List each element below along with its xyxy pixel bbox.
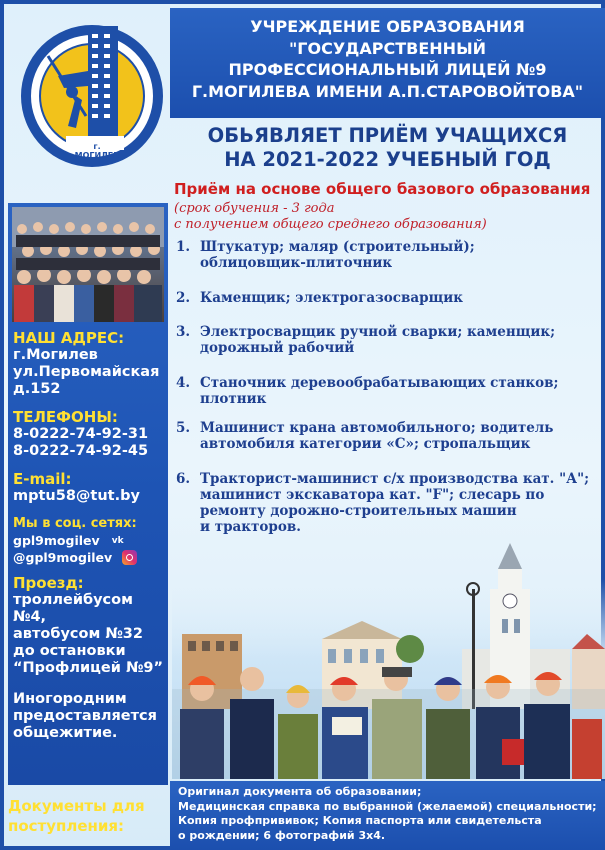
study-line: с получением общего среднего образования) [174, 217, 487, 232]
transport-line: троллейбусом №4, [13, 592, 133, 625]
email-label: E-mail: [13, 470, 72, 488]
dorm-line: Иногородним [13, 691, 127, 707]
logo-city-label: г. МОГИЛЕВ [74, 142, 120, 160]
announce-line: ОБЬЯВЛЯЕТ ПРИЁМ УЧАЩИХСЯ [207, 124, 568, 147]
profession-item [176, 420, 604, 452]
profession-number: 4. [176, 375, 191, 391]
profession-text: Каменщик; электрогазосварщик [200, 290, 463, 306]
profession-item [176, 290, 604, 306]
city-workers-illustration [172, 539, 605, 779]
institution-header [170, 8, 605, 118]
documents-list-box [170, 781, 605, 850]
study-duration-note [174, 201, 604, 233]
study-line: (срок обучения - 3 года [174, 201, 335, 216]
announcement-title [170, 124, 605, 172]
phones-label: ТЕЛЕФОНЫ: [13, 408, 118, 426]
social-label: Мы в соц. сетях: [13, 516, 137, 531]
document-line: Копия профпрививок; Копия паспорта или свидетельста [178, 814, 542, 827]
profession-item [176, 239, 604, 271]
address-label: НАШ АДРЕС: [13, 329, 125, 347]
transport-label: Проезд: [13, 574, 84, 592]
staff-group-photo [12, 207, 164, 322]
contacts-panel [8, 203, 168, 785]
document-line: Оригинал документа об образовании; [178, 785, 422, 798]
profession-number: 2. [176, 290, 191, 306]
transport-line: до остановки [13, 643, 126, 659]
phone-number[interactable]: 8-0222-74-92-45 [13, 443, 149, 459]
instagram-row[interactable] [13, 549, 167, 566]
document-line: о рождении; 6 фотографий 3х4. [178, 828, 386, 842]
instagram-icon [122, 550, 137, 565]
announce-line: НА 2021-2022 УЧЕБНЫЙ ГОД [224, 148, 551, 171]
profession-number: 5. [176, 420, 191, 436]
address-line: ул.Первомайская [13, 364, 160, 380]
address-line: д.152 [13, 381, 61, 397]
profession-item [176, 471, 604, 535]
profession-item [176, 324, 604, 356]
profession-text: Станочник деревообрабатывающих станков; плотник [200, 375, 559, 407]
transport-line: автобусом №32 [13, 626, 143, 642]
lyceum-logo [18, 16, 166, 174]
profession-text: Тракторист-машинист с/х производства кат. "А"; машинист экскаватора кат. "F"; слесарь по ремонту дорожно-строительных машин и тракторов. [200, 471, 590, 535]
header-line: Г.МОГИЛЕВА ИМЕНИ А.П.СТАРОВОЙТОВА" [191, 81, 584, 101]
header-line: ПРОФЕССИОНАЛЬНЫЙ ЛИЦЕЙ №9 [228, 60, 547, 79]
email-link[interactable]: mptu58@tut.by [13, 488, 140, 504]
vk-row[interactable] [13, 532, 167, 549]
profession-number: 3. [176, 324, 191, 340]
profession-number: 6. [176, 471, 191, 487]
profession-number: 1. [176, 239, 191, 255]
vk-handle[interactable]: gpl9mogilev [13, 533, 100, 548]
profession-text: Машинист крана автомобильного; водитель автомобиля категории «С»; стропальщик [200, 420, 554, 452]
contact-info [13, 329, 167, 742]
profession-item [176, 375, 604, 407]
profession-text: Штукатур; маляр (строительный); облицовщик-плиточник [200, 239, 475, 271]
vk-icon: vk [111, 535, 124, 546]
instagram-handle[interactable]: @gpl9mogilev [13, 550, 113, 565]
document-line: Медицинская справка по выбранной (желаемой) специальности; [178, 799, 597, 813]
header-line: "ГОСУДАРСТВЕННЫЙ [288, 38, 487, 58]
documents-label: Документы для поступления: [8, 797, 145, 835]
phone-number[interactable]: 8-0222-74-92-31 [13, 426, 149, 442]
profession-text: Электросварщик ручной сварки; каменщик; дорожный рабочий [200, 324, 556, 356]
left-column [8, 8, 168, 850]
dorm-line: предоставляется [13, 708, 157, 724]
dorm-line: общежитие. [13, 725, 118, 741]
address-line: г.Могилев [13, 347, 98, 363]
admission-title: Приём на основе общего базового образования [174, 180, 591, 198]
header-line: УЧРЕЖДЕНИЕ ОБРАЗОВАНИЯ [250, 17, 525, 36]
transport-line: “Профлицей №9” [13, 660, 164, 676]
